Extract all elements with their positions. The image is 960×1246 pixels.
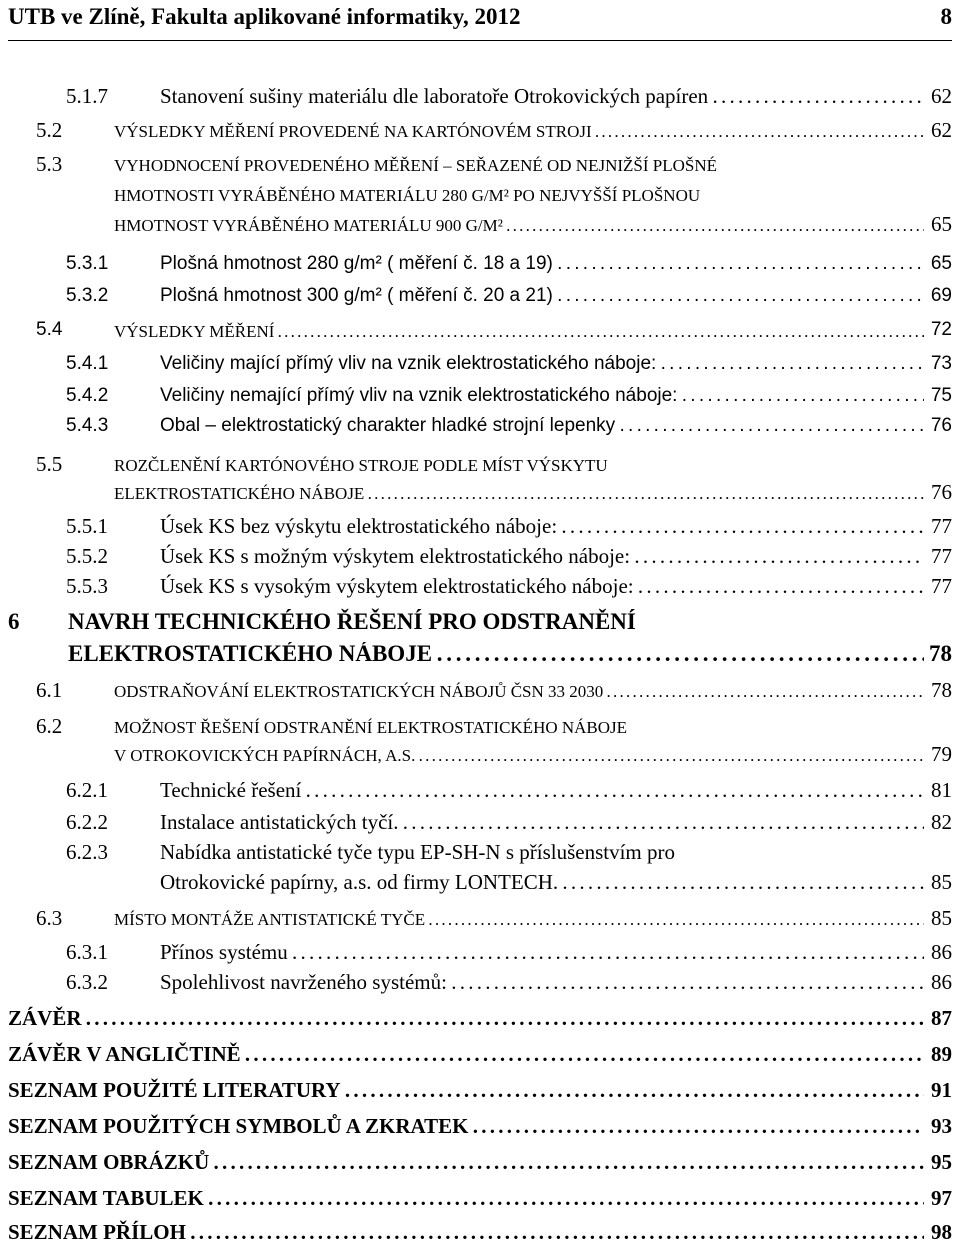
toc-title: Obal – elektrostatický charakter hladké strojní lepenky . . . <box>160 414 924 438</box>
toc-page: 93 <box>931 1114 952 1138</box>
toc-title: Úsek KS bez výskytu elektrostatického náboje: . . . <box>160 514 924 538</box>
toc-title-line1: VYHODNOCENÍ PROVEDENÉHO MĚŘENÍ – SEŘAZENÉ OD NEJNIŽŠÍ PLOŠNÉ <box>114 156 718 175</box>
toc-title: Technické řešení . . . <box>160 778 924 802</box>
toc-title: Úsek KS s možným výskytem elektrostatického náboje: . . . <box>160 544 924 568</box>
toc-number: 5.2 <box>36 118 63 142</box>
toc-page: 78 <box>929 641 952 666</box>
toc-number: 5.3.1 <box>66 253 109 274</box>
toc-page: 98 <box>931 1220 952 1244</box>
toc-number: 6.2.1 <box>66 778 108 802</box>
toc-page: 85 <box>931 870 952 894</box>
toc-title: Úsek KS s vysokým výskytem elektrostatického náboje: . . . <box>160 574 924 598</box>
toc-page: 86 <box>931 940 952 964</box>
toc-title: Plošná hmotnost 280 g/m² ( měření č. 18 a 19) . . . <box>160 252 924 276</box>
toc-title: VÝSLEDKY MĚŘENÍ . . . <box>114 318 924 344</box>
toc-page: 65 <box>930 253 952 274</box>
toc-title-line1: ROZČLENĚNÍ KARTÓNOVÉHO STROJE PODLE MÍST VÝSKYTU <box>114 456 608 475</box>
toc-title-line2: ELEKTROSTATICKÉHO NÁBOJE . . . <box>68 642 924 666</box>
toc-page: 77 <box>931 514 952 538</box>
toc-page: 87 <box>931 1006 952 1030</box>
toc-title-line3: HMOTNOST VYRÁBĚNÉHO MATERIÁLU 900 G/M² . . . <box>114 212 924 238</box>
toc-title: Plošná hmotnost 300 g/m² ( měření č. 20 a 21) . . . <box>160 284 924 308</box>
toc-page: 76 <box>931 480 952 504</box>
toc-title-line1: NAVRH TECHNICKÉHO ŘEŠENÍ PRO ODSTRANĚNÍ <box>68 609 636 634</box>
toc-title: SEZNAM POUŽITÝCH SYMBOLŮ A ZKRATEK . . . <box>8 1114 924 1138</box>
toc-number: 6.3 <box>36 906 63 930</box>
toc-number: 5.4.2 <box>66 385 109 406</box>
toc-page: 77 <box>931 574 952 598</box>
toc-page: 76 <box>930 415 952 436</box>
toc-number: 6.3.2 <box>66 970 108 994</box>
toc-title: SEZNAM OBRÁZKŮ . . . <box>8 1150 924 1174</box>
toc-page: 62 <box>931 84 952 108</box>
toc-page: 82 <box>931 810 952 834</box>
toc-number: 5.4.1 <box>66 353 109 374</box>
toc-number: 6.2.2 <box>66 810 108 834</box>
toc-page: 78 <box>931 678 952 702</box>
toc-number: 6 <box>8 609 20 634</box>
toc-page: 65 <box>931 212 952 236</box>
toc-page: 81 <box>931 778 952 802</box>
toc-title: Veličiny nemající přímý vliv na vznik elektrostatického náboje: . . . <box>160 384 924 408</box>
toc-number: 5.5 <box>36 452 63 476</box>
toc-title: ZÁVĚR V ANGLIČTINĚ . . . <box>8 1042 924 1066</box>
toc-title: SEZNAM PŘÍLOH . . . <box>8 1220 924 1244</box>
toc-number: 5.4 <box>36 319 63 340</box>
toc-title: MÍSTO MONTÁŽE ANTISTATICKÉ TYČE . . . <box>114 906 924 932</box>
toc-title: SEZNAM TABULEK . . . <box>8 1186 924 1210</box>
toc-number: 5.3 <box>36 152 63 176</box>
toc-page: 86 <box>931 970 952 994</box>
toc-number: 5.3.2 <box>66 285 109 306</box>
toc-number: 5.4.3 <box>66 415 109 436</box>
header-page-number: 8 <box>940 4 952 29</box>
toc-title-line2: HMOTNOSTI VYRÁBĚNÉHO MATERIÁLU 280 G/M² PO NEJVYŠŠÍ PLOŠNOU <box>114 186 701 205</box>
toc-number: 5.1.7 <box>66 84 108 108</box>
toc-page: 97 <box>931 1186 952 1210</box>
toc-title: VÝSLEDKY MĚŘENÍ PROVEDENÉ NA KARTÓNOVÉM STROJI . . . <box>114 118 924 144</box>
toc-page: 89 <box>931 1042 952 1066</box>
toc-page: 72 <box>930 319 952 340</box>
toc-page: 62 <box>931 118 952 142</box>
toc-title-line2: ELEKTROSTATICKÉHO NÁBOJE . . . <box>114 480 924 506</box>
toc-number: 6.2 <box>36 714 63 738</box>
toc-title: Spolehlivost navrženého systémů: . . . <box>160 970 924 994</box>
toc-number: 5.5.1 <box>66 514 108 538</box>
toc-title-line2: Otrokovické papírny, a.s. od firmy LONTECH. . . . <box>160 870 924 894</box>
toc-title: Veličiny mající přímý vliv na vznik elektrostatického náboje: . . . <box>160 352 924 376</box>
toc-page: 91 <box>931 1078 952 1102</box>
toc-number: 6.2.3 <box>66 840 108 864</box>
toc-page: 75 <box>930 385 952 406</box>
toc-page: 73 <box>930 353 952 374</box>
toc-page: 95 <box>931 1150 952 1174</box>
toc-title: SEZNAM POUŽITÉ LITERATURY . . . <box>8 1078 924 1102</box>
toc-title: Stanovení sušiny materiálu dle laboratoře Otrokovických papíren . . . <box>160 84 924 108</box>
toc-page: 79 <box>931 742 952 766</box>
toc-title-line1: Nabídka antistatické tyče typu EP-SH-N s příslušenstvím pro <box>160 840 676 864</box>
toc-title-line2: V OTROKOVICKÝCH PAPÍRNÁCH, A.S. . . . <box>114 742 924 768</box>
toc-title: Přínos systému . . . <box>160 940 924 964</box>
toc-number: 6.3.1 <box>66 940 108 964</box>
toc-title: ZÁVĚR . . . <box>8 1006 924 1030</box>
toc-page: 77 <box>931 544 952 568</box>
toc-page: 85 <box>931 906 952 930</box>
toc-number: 5.5.3 <box>66 574 108 598</box>
toc-page: 69 <box>930 285 952 306</box>
toc-title: Instalace antistatických tyčí. . . . <box>160 810 924 834</box>
toc-title-line1: MOŽNOST ŘEŠENÍ ODSTRANĚNÍ ELEKTROSTATICKÉHO NÁBOJE <box>114 718 628 737</box>
toc-number: 5.5.2 <box>66 544 108 568</box>
toc-number: 6.1 <box>36 678 63 702</box>
toc-title: ODSTRAŇOVÁNÍ ELEKTROSTATICKÝCH NÁBOJŮ ČSN 33 2030 . . . <box>114 678 924 704</box>
header-title: UTB ve Zlíně, Fakulta aplikované informatiky, 2012 <box>8 4 521 29</box>
